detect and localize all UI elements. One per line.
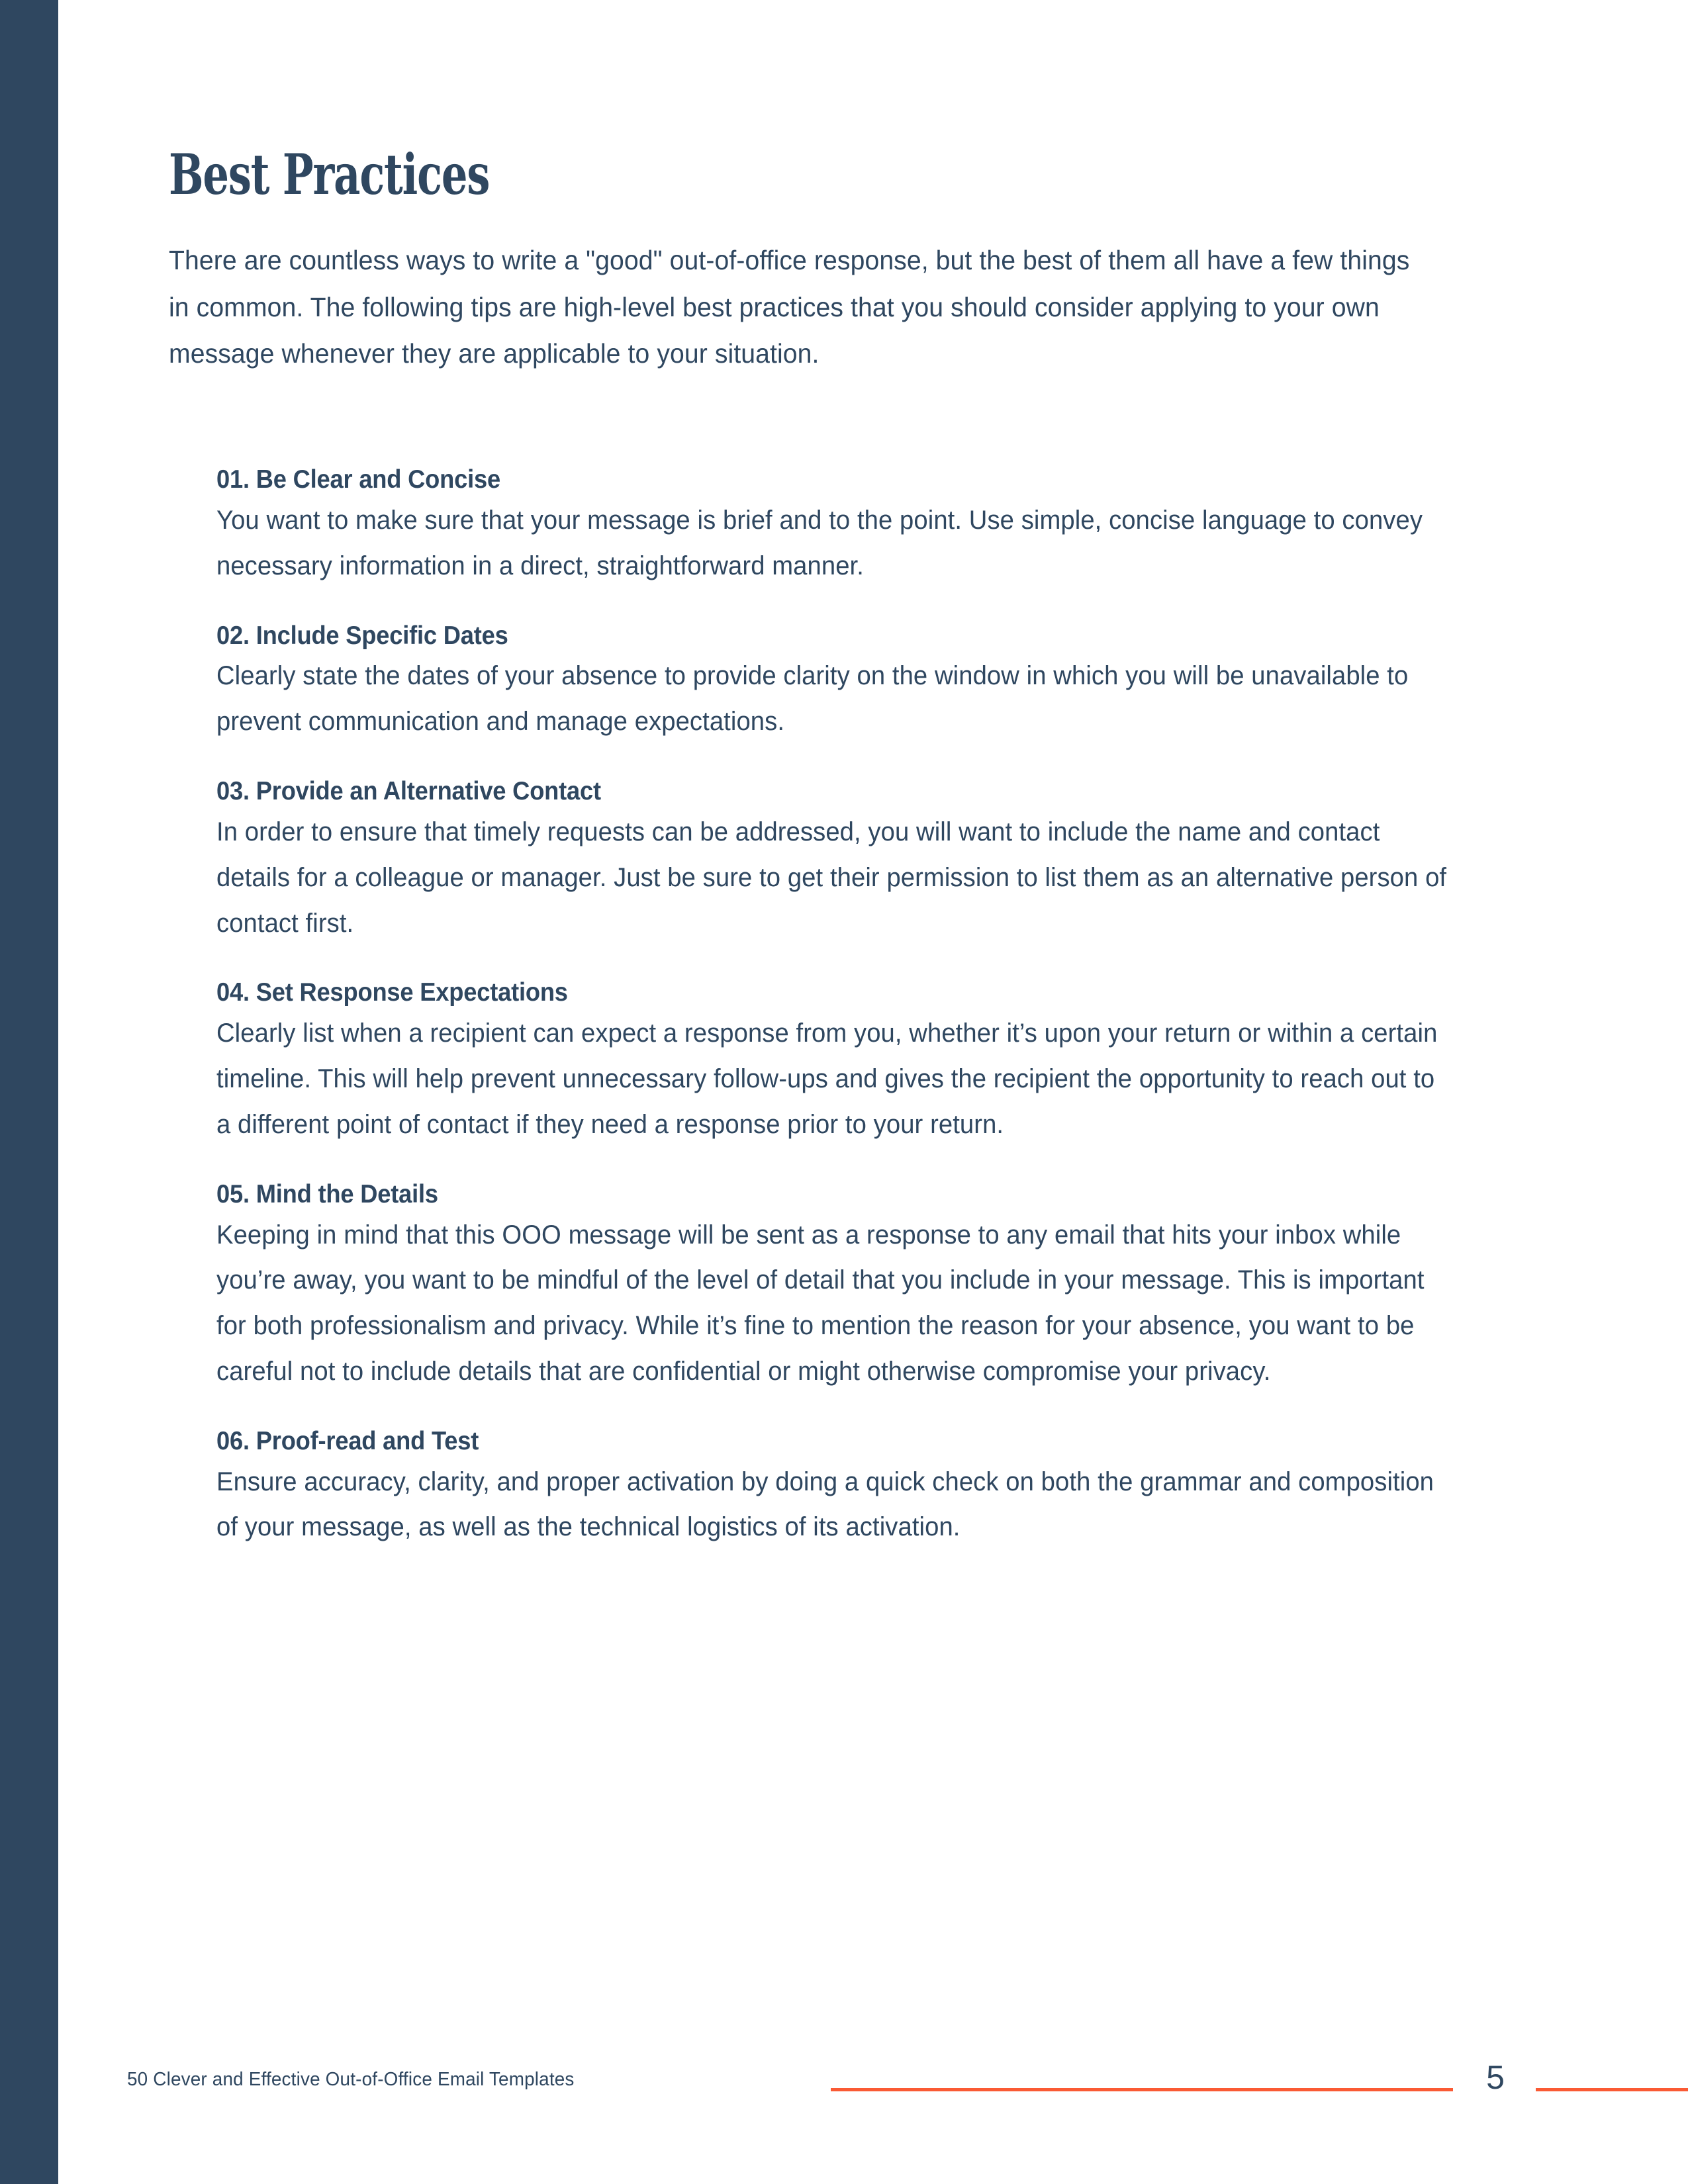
tip-heading: 06. Proof-read and Test [216, 1426, 479, 1455]
tip-heading: 01. Be Clear and Concise [216, 465, 500, 494]
tip-item [216, 463, 1474, 589]
tip-body: Clearly state the dates of your absence to provide clarity on the window in which you will be unavailable to prevent communication and manage expectations. [216, 661, 1409, 737]
tip-heading: 03. Provide an Alternative Contact [216, 777, 601, 805]
footer-document-title: 50 Clever and Effective Out-of-Office Email Templates [127, 2069, 575, 2090]
tip-body: Clearly list when a recipient can expect a response from you, whether it’s upon your return or within a certain timeline. This will help prevent unnecessary follow-ups and gives the recipient the opportunity to reach out to a different point of contact if they need a response prior to your return. [216, 1019, 1438, 1139]
tip-body: Keeping in mind that this OOO message will be sent as a response to any email that hits your inbox while you’re away, you want to be mindful of the level of detail that you include in your message. This is important for both professionalism and privacy. While it’s fine to mention the reason for your absence, you want to be careful not to include details that are confidential or might otherwise compromise your privacy. [216, 1220, 1425, 1386]
tip-item [216, 976, 1474, 1147]
decorative-side-bar [0, 0, 58, 2184]
tip-heading: 05. Mind the Details [216, 1179, 438, 1208]
tip-body: In order to ensure that timely requests can be addressed, you will want to include the name and contact details for a colleague or manager. Just be sure to get their permission to list them as an alternative person of contact first. [216, 817, 1447, 938]
tip-body: Ensure accuracy, clarity, and proper activation by doing a quick check on both the grammar and composition of your message, as well as the technical logistics of its activation. [216, 1467, 1434, 1542]
tip-heading: 04. Set Response Expectations [216, 978, 568, 1007]
footer-rule-right [1536, 2088, 1688, 2091]
page-title: Best Practices [169, 142, 490, 207]
intro-paragraph: There are countless ways to write a "good" out-of-office response, but the best of them all have a few things in common. The following tips are high-level best practices that you should consider applying to your own message whenever they are applicable to your situation. [169, 245, 1410, 369]
tip-body: You want to make sure that your message is brief and to the point. Use simple, concise language to convey necessary information in a direct, straightforward manner. [216, 505, 1423, 580]
page-number: 5 [1486, 2059, 1505, 2096]
tip-item [216, 775, 1474, 946]
tip-item [216, 1425, 1474, 1551]
page-footer [0, 2059, 1688, 2111]
tip-item [216, 619, 1474, 745]
tips-list [216, 463, 1474, 1550]
tip-heading: 02. Include Specific Dates [216, 621, 508, 650]
footer-rule-left [831, 2088, 1453, 2091]
tip-item [216, 1178, 1474, 1394]
